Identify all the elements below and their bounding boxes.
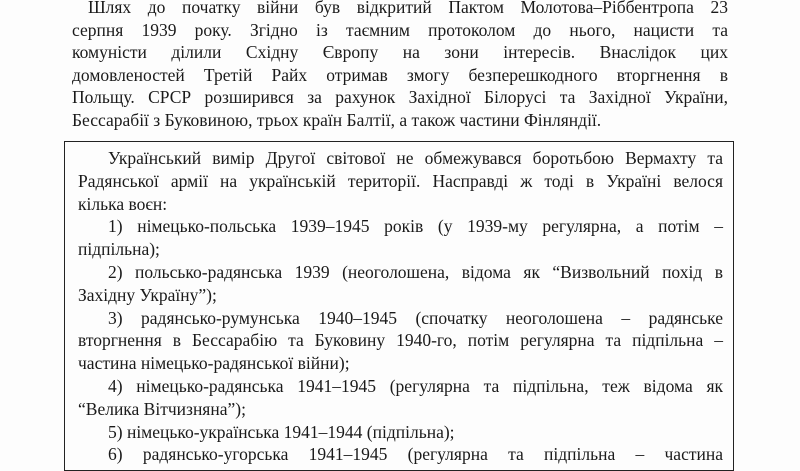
war-item-4-line: “Велика Вітчизняна”); <box>78 398 246 419</box>
paragraph-line: Польщу. СРСР розширився за рахунок Західної Білорусі та Західної України, <box>72 87 728 107</box>
top-paragraph <box>72 0 728 131</box>
war-item-5-line: 5) німецько-українська 1941–1944 (підпільна); <box>108 421 455 442</box>
paragraph-line: серпня 1939 року. Згідно із таємним протоколом до нього, нацисти та <box>72 19 728 40</box>
war-item-1-line: підпільна); <box>78 239 160 260</box>
box-intro-line: Український вимір Другої світової не обмежувався боротьбою Вермахту та <box>108 148 723 168</box>
war-item-1-line: 1) німецько-польська 1939–1945 років (у 1939-му регулярна, а потім – <box>108 216 723 237</box>
war-item-2-line: Західну Україну”); <box>78 284 217 305</box>
war-item-4-line: 4) німецько-радянська 1941–1945 (регулярна та підпільна, теж відома як <box>108 375 723 396</box>
war-item-6-line: 6) радянсько-угорська 1941–1945 (регулярна та підпільна – частина <box>108 444 723 465</box>
war-item-2-line: 2) польсько-радянська 1939 (неоголошена, відома як “Визвольний похід в <box>108 261 723 282</box>
paragraph-line: Шлях до початку війни був відкритий Пактом Молотова–Ріббентропа 23 <box>88 0 728 17</box>
paragraph-line: Бессарабії з Буковиною, трьох країн Балтії, а також частини Фінляндії. <box>72 109 602 130</box>
paragraph-line: комуністи ділили Східну Європу на зони інтересів. Внаслідок цих <box>72 42 728 62</box>
paragraph-line: домовленостей Третій Райх отримав змогу безперешкодного вторгнення в <box>72 64 728 85</box>
war-item-3-line: 3) радянсько-румунська 1940–1945 (спочатку неоголошена – радянське <box>108 307 723 328</box>
war-item-3-line: вторгнення в Бессарабію та Буковину 1940-го, потім регулярна та підпільна – <box>78 330 723 351</box>
war-item-3-line: частина німецько-радянської війни); <box>78 353 350 374</box>
box-intro-line: кілька воєн: <box>78 193 168 214</box>
info-box <box>78 147 723 466</box>
box-intro-line: Радянської армії на українській території. Насправді ж тоді в Україні велося <box>78 170 723 191</box>
